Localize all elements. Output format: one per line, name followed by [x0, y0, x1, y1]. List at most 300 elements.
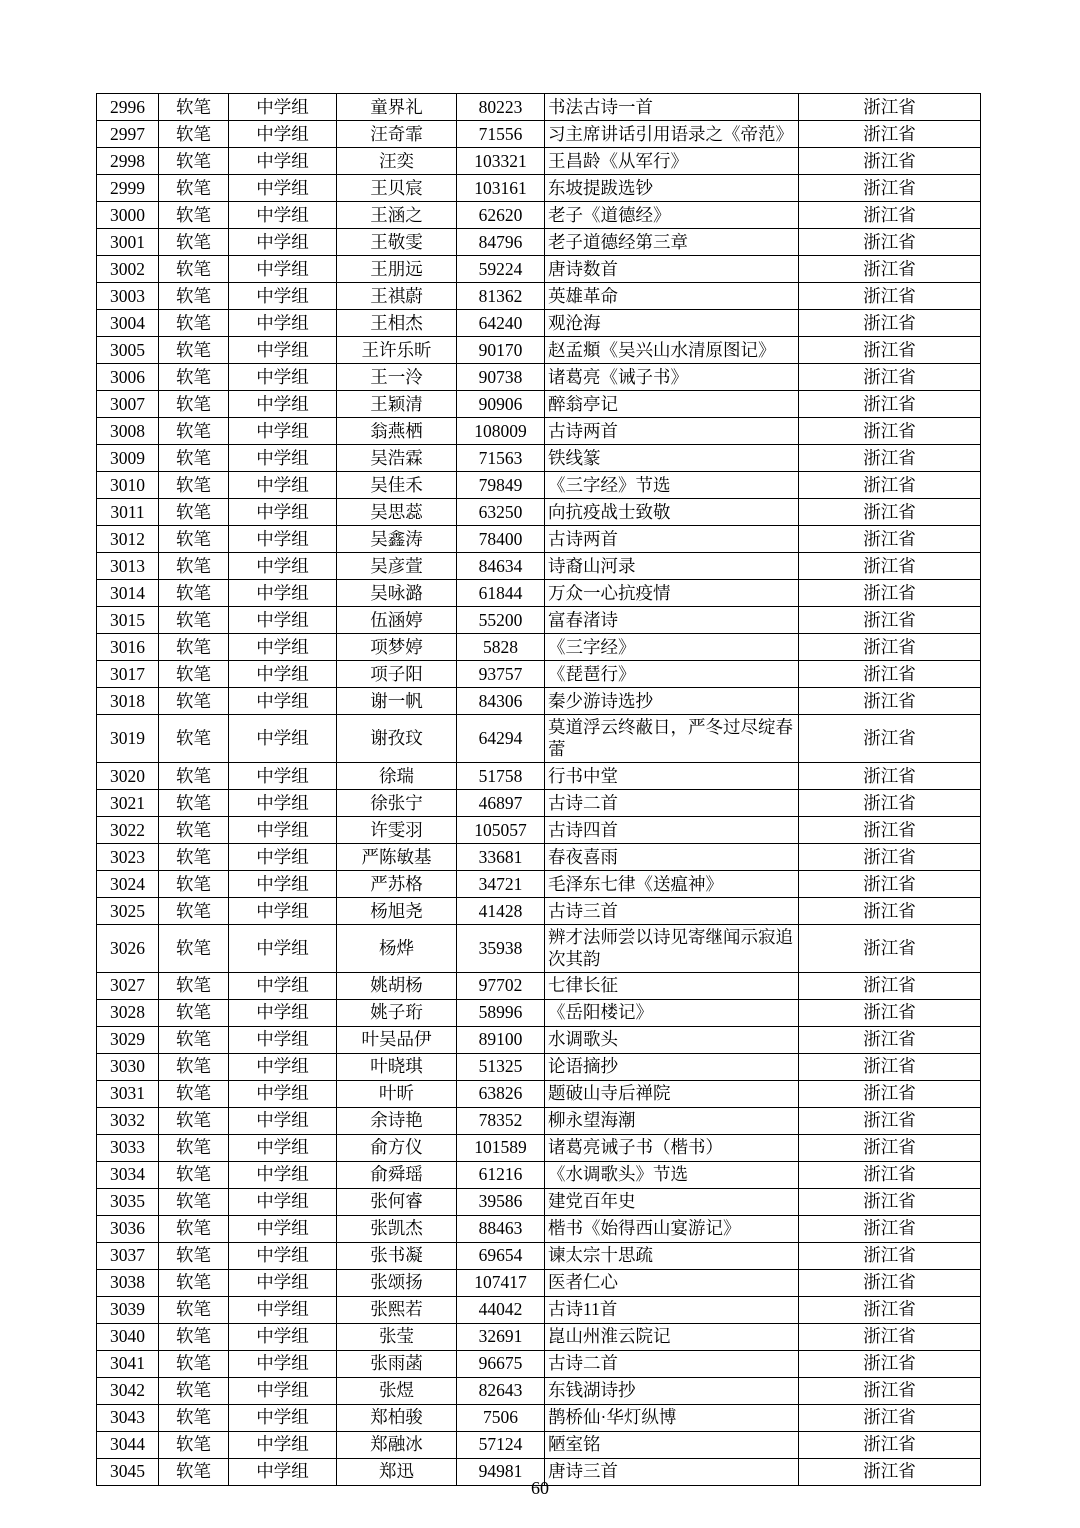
cell-name: 吴咏潞 — [337, 580, 457, 607]
cell-group: 中学组 — [229, 1053, 337, 1080]
cell-category: 软笔 — [159, 1161, 229, 1188]
cell-work: 东坡提跋选钞 — [545, 175, 799, 202]
cell-work: 论语摘抄 — [545, 1053, 799, 1080]
cell-name: 叶吴品伊 — [337, 1026, 457, 1053]
cell-group: 中学组 — [229, 607, 337, 634]
cell-name: 吴浩霖 — [337, 445, 457, 472]
table-row — [97, 121, 981, 148]
cell-sequence: 3013 — [97, 553, 159, 580]
cell-name: 汪奕 — [337, 148, 457, 175]
cell-category: 软笔 — [159, 337, 229, 364]
table-row — [97, 1404, 981, 1431]
cell-name: 余诗艳 — [337, 1107, 457, 1134]
table-row — [97, 762, 981, 789]
cell-code: 88463 — [457, 1215, 545, 1242]
cell-category: 软笔 — [159, 148, 229, 175]
cell-sequence: 3034 — [97, 1161, 159, 1188]
cell-group: 中学组 — [229, 553, 337, 580]
cell-sequence: 3002 — [97, 256, 159, 283]
cell-code: 51325 — [457, 1053, 545, 1080]
cell-sequence: 3044 — [97, 1431, 159, 1458]
cell-work: 古诗二首 — [545, 789, 799, 816]
cell-region: 浙江省 — [799, 688, 981, 715]
cell-name: 俞方仪 — [337, 1134, 457, 1161]
cell-sequence: 3004 — [97, 310, 159, 337]
table-row — [97, 391, 981, 418]
table-row — [97, 843, 981, 870]
cell-code: 107417 — [457, 1269, 545, 1296]
cell-category: 软笔 — [159, 553, 229, 580]
cell-sequence: 3026 — [97, 924, 159, 972]
cell-name: 张雨菡 — [337, 1350, 457, 1377]
cell-region: 浙江省 — [799, 391, 981, 418]
cell-code: 64240 — [457, 310, 545, 337]
cell-category: 软笔 — [159, 1377, 229, 1404]
cell-work: 诗裔山河录 — [545, 553, 799, 580]
cell-group: 中学组 — [229, 1242, 337, 1269]
table-row — [97, 1269, 981, 1296]
cell-region: 浙江省 — [799, 999, 981, 1026]
cell-category: 软笔 — [159, 1107, 229, 1134]
cell-name: 张何睿 — [337, 1188, 457, 1215]
cell-group: 中学组 — [229, 843, 337, 870]
table-row — [97, 715, 981, 763]
cell-group: 中学组 — [229, 789, 337, 816]
cell-category: 软笔 — [159, 256, 229, 283]
cell-category: 软笔 — [159, 1053, 229, 1080]
cell-work: 赵孟頫《吴兴山水清原图记》 — [545, 337, 799, 364]
cell-work: 古诗11首 — [545, 1296, 799, 1323]
cell-code: 61216 — [457, 1161, 545, 1188]
cell-code: 108009 — [457, 418, 545, 445]
cell-code: 94981 — [457, 1458, 545, 1485]
cell-name: 叶晓琪 — [337, 1053, 457, 1080]
cell-region: 浙江省 — [799, 418, 981, 445]
cell-name: 俞舜瑶 — [337, 1161, 457, 1188]
cell-sequence: 3021 — [97, 789, 159, 816]
cell-sequence: 3008 — [97, 418, 159, 445]
cell-code: 59224 — [457, 256, 545, 283]
cell-region: 浙江省 — [799, 1242, 981, 1269]
table-row — [97, 607, 981, 634]
cell-name: 姚子珩 — [337, 999, 457, 1026]
cell-group: 中学组 — [229, 897, 337, 924]
cell-group: 中学组 — [229, 1026, 337, 1053]
cell-group: 中学组 — [229, 1350, 337, 1377]
cell-name: 徐瑞 — [337, 762, 457, 789]
cell-sequence: 3024 — [97, 870, 159, 897]
cell-region: 浙江省 — [799, 870, 981, 897]
cell-work: 王昌龄《从军行》 — [545, 148, 799, 175]
cell-group: 中学组 — [229, 634, 337, 661]
cell-group: 中学组 — [229, 1188, 337, 1215]
cell-sequence: 3045 — [97, 1458, 159, 1485]
cell-work: 古诗两首 — [545, 526, 799, 553]
cell-work: 习主席讲话引用语录之《帝范》 — [545, 121, 799, 148]
cell-work: 诸葛亮诫子书（楷书） — [545, 1134, 799, 1161]
cell-work: 老子道德经第三章 — [545, 229, 799, 256]
cell-sequence: 3038 — [97, 1269, 159, 1296]
cell-category: 软笔 — [159, 1242, 229, 1269]
cell-category: 软笔 — [159, 1350, 229, 1377]
cell-name: 张煜 — [337, 1377, 457, 1404]
table-row — [97, 1242, 981, 1269]
cell-group: 中学组 — [229, 1161, 337, 1188]
cell-category: 软笔 — [159, 972, 229, 999]
cell-group: 中学组 — [229, 661, 337, 688]
cell-region: 浙江省 — [799, 580, 981, 607]
table-row — [97, 870, 981, 897]
cell-region: 浙江省 — [799, 1431, 981, 1458]
cell-code: 55200 — [457, 607, 545, 634]
cell-name: 杨烨 — [337, 924, 457, 972]
table-row — [97, 1431, 981, 1458]
cell-group: 中学组 — [229, 202, 337, 229]
cell-work: 鹊桥仙·华灯纵博 — [545, 1404, 799, 1431]
cell-category: 软笔 — [159, 762, 229, 789]
cell-code: 62620 — [457, 202, 545, 229]
cell-work: 行书中堂 — [545, 762, 799, 789]
cell-category: 软笔 — [159, 715, 229, 763]
cell-group: 中学组 — [229, 499, 337, 526]
cell-name: 童界礼 — [337, 94, 457, 121]
cell-region: 浙江省 — [799, 1026, 981, 1053]
table-row — [97, 310, 981, 337]
cell-group: 中学组 — [229, 1458, 337, 1485]
cell-group: 中学组 — [229, 688, 337, 715]
cell-region: 浙江省 — [799, 364, 981, 391]
cell-name: 严陈敏基 — [337, 843, 457, 870]
cell-category: 软笔 — [159, 1296, 229, 1323]
cell-region: 浙江省 — [799, 1134, 981, 1161]
cell-sequence: 3017 — [97, 661, 159, 688]
cell-group: 中学组 — [229, 1323, 337, 1350]
cell-sequence: 3016 — [97, 634, 159, 661]
table-row — [97, 688, 981, 715]
cell-name: 谢孜玟 — [337, 715, 457, 763]
cell-region: 浙江省 — [799, 1188, 981, 1215]
cell-category: 软笔 — [159, 391, 229, 418]
cell-category: 软笔 — [159, 1026, 229, 1053]
cell-region: 浙江省 — [799, 897, 981, 924]
cell-category: 软笔 — [159, 897, 229, 924]
cell-region: 浙江省 — [799, 789, 981, 816]
cell-sequence: 2999 — [97, 175, 159, 202]
table-row — [97, 972, 981, 999]
cell-work: 崑山州淮云院记 — [545, 1323, 799, 1350]
cell-category: 软笔 — [159, 816, 229, 843]
cell-region: 浙江省 — [799, 1269, 981, 1296]
cell-group: 中学组 — [229, 148, 337, 175]
cell-region: 浙江省 — [799, 1404, 981, 1431]
cell-name: 吴佳禾 — [337, 472, 457, 499]
cell-name: 张书凝 — [337, 1242, 457, 1269]
cell-category: 软笔 — [159, 1269, 229, 1296]
cell-sequence: 3009 — [97, 445, 159, 472]
cell-group: 中学组 — [229, 391, 337, 418]
cell-category: 软笔 — [159, 418, 229, 445]
cell-sequence: 3003 — [97, 283, 159, 310]
cell-region: 浙江省 — [799, 1296, 981, 1323]
cell-region: 浙江省 — [799, 337, 981, 364]
cell-work: 唐诗数首 — [545, 256, 799, 283]
cell-group: 中学组 — [229, 1134, 337, 1161]
table-row — [97, 924, 981, 972]
cell-group: 中学组 — [229, 715, 337, 763]
cell-region: 浙江省 — [799, 175, 981, 202]
cell-code: 97702 — [457, 972, 545, 999]
cell-region: 浙江省 — [799, 499, 981, 526]
cell-group: 中学组 — [229, 870, 337, 897]
cell-category: 软笔 — [159, 526, 229, 553]
cell-region: 浙江省 — [799, 1215, 981, 1242]
cell-code: 84306 — [457, 688, 545, 715]
cell-region: 浙江省 — [799, 816, 981, 843]
cell-sequence: 3042 — [97, 1377, 159, 1404]
cell-work: 辨才法师尝以诗见寄继闻示寂追次其韵 — [545, 924, 799, 972]
table-row — [97, 364, 981, 391]
cell-work: 古诗四首 — [545, 816, 799, 843]
cell-group: 中学组 — [229, 445, 337, 472]
cell-group: 中学组 — [229, 337, 337, 364]
cell-region: 浙江省 — [799, 121, 981, 148]
cell-work: 建党百年史 — [545, 1188, 799, 1215]
cell-sequence: 3005 — [97, 337, 159, 364]
cell-name: 谢一帆 — [337, 688, 457, 715]
table-row — [97, 1296, 981, 1323]
table-row — [97, 229, 981, 256]
cell-region: 浙江省 — [799, 924, 981, 972]
cell-work: 毛泽东七律《送瘟神》 — [545, 870, 799, 897]
cell-category: 软笔 — [159, 472, 229, 499]
cell-sequence: 2997 — [97, 121, 159, 148]
cell-group: 中学组 — [229, 418, 337, 445]
cell-name: 姚胡杨 — [337, 972, 457, 999]
roster-table-body — [97, 94, 981, 1486]
cell-name: 翁燕栖 — [337, 418, 457, 445]
cell-sequence: 3030 — [97, 1053, 159, 1080]
cell-group: 中学组 — [229, 1377, 337, 1404]
cell-group: 中学组 — [229, 256, 337, 283]
cell-name: 伍涵婷 — [337, 607, 457, 634]
cell-sequence: 3027 — [97, 972, 159, 999]
cell-name: 张莹 — [337, 1323, 457, 1350]
cell-sequence: 3011 — [97, 499, 159, 526]
cell-region: 浙江省 — [799, 472, 981, 499]
cell-sequence: 2998 — [97, 148, 159, 175]
table-row — [97, 526, 981, 553]
cell-code: 63826 — [457, 1080, 545, 1107]
cell-category: 软笔 — [159, 688, 229, 715]
cell-region: 浙江省 — [799, 553, 981, 580]
table-row — [97, 1377, 981, 1404]
cell-sequence: 3031 — [97, 1080, 159, 1107]
cell-group: 中学组 — [229, 121, 337, 148]
cell-code: 32691 — [457, 1323, 545, 1350]
cell-category: 软笔 — [159, 1323, 229, 1350]
cell-region: 浙江省 — [799, 283, 981, 310]
cell-sequence: 3020 — [97, 762, 159, 789]
cell-name: 吴思蕊 — [337, 499, 457, 526]
cell-sequence: 3018 — [97, 688, 159, 715]
cell-code: 93757 — [457, 661, 545, 688]
cell-group: 中学组 — [229, 1404, 337, 1431]
cell-code: 71556 — [457, 121, 545, 148]
cell-name: 王贝宸 — [337, 175, 457, 202]
cell-work: 唐诗三首 — [545, 1458, 799, 1485]
cell-name: 王朋远 — [337, 256, 457, 283]
table-row — [97, 148, 981, 175]
cell-work: 万众一心抗疫情 — [545, 580, 799, 607]
cell-work: 观沧海 — [545, 310, 799, 337]
cell-sequence: 3014 — [97, 580, 159, 607]
cell-name: 王许乐昕 — [337, 337, 457, 364]
cell-code: 44042 — [457, 1296, 545, 1323]
cell-work: 题破山寺后禅院 — [545, 1080, 799, 1107]
cell-name: 许雯羽 — [337, 816, 457, 843]
cell-name: 郑柏骏 — [337, 1404, 457, 1431]
cell-work: 楷书《始得西山宴游记》 — [545, 1215, 799, 1242]
cell-category: 软笔 — [159, 634, 229, 661]
cell-group: 中学组 — [229, 1431, 337, 1458]
cell-work: 古诗两首 — [545, 418, 799, 445]
cell-sequence: 3000 — [97, 202, 159, 229]
cell-code: 90906 — [457, 391, 545, 418]
cell-code: 82643 — [457, 1377, 545, 1404]
cell-work: 柳永望海潮 — [545, 1107, 799, 1134]
table-row — [97, 999, 981, 1026]
cell-region: 浙江省 — [799, 1107, 981, 1134]
cell-name: 张凯杰 — [337, 1215, 457, 1242]
cell-code: 58996 — [457, 999, 545, 1026]
table-row — [97, 553, 981, 580]
cell-group: 中学组 — [229, 472, 337, 499]
table-row — [97, 283, 981, 310]
cell-name: 郑融冰 — [337, 1431, 457, 1458]
cell-group: 中学组 — [229, 580, 337, 607]
table-row — [97, 175, 981, 202]
cell-work: 东钱湖诗抄 — [545, 1377, 799, 1404]
table-row — [97, 337, 981, 364]
cell-name: 王涵之 — [337, 202, 457, 229]
cell-sequence: 3029 — [97, 1026, 159, 1053]
cell-work: 《琵琶行》 — [545, 661, 799, 688]
cell-category: 软笔 — [159, 870, 229, 897]
cell-category: 软笔 — [159, 310, 229, 337]
cell-group: 中学组 — [229, 526, 337, 553]
cell-work: 《三字经》 — [545, 634, 799, 661]
cell-name: 杨旭尧 — [337, 897, 457, 924]
cell-name: 汪奇霏 — [337, 121, 457, 148]
cell-region: 浙江省 — [799, 1458, 981, 1485]
cell-code: 79849 — [457, 472, 545, 499]
cell-work: 富春渚诗 — [545, 607, 799, 634]
cell-name: 王相杰 — [337, 310, 457, 337]
cell-code: 105057 — [457, 816, 545, 843]
cell-work: 向抗疫战士致敬 — [545, 499, 799, 526]
cell-group: 中学组 — [229, 999, 337, 1026]
cell-name: 郑迅 — [337, 1458, 457, 1485]
cell-work: 医者仁心 — [545, 1269, 799, 1296]
cell-sequence: 3019 — [97, 715, 159, 763]
cell-category: 软笔 — [159, 94, 229, 121]
cell-code: 81362 — [457, 283, 545, 310]
cell-work: 陋室铭 — [545, 1431, 799, 1458]
cell-code: 57124 — [457, 1431, 545, 1458]
cell-group: 中学组 — [229, 762, 337, 789]
table-row — [97, 418, 981, 445]
table-row — [97, 1134, 981, 1161]
cell-group: 中学组 — [229, 1296, 337, 1323]
cell-category: 软笔 — [159, 283, 229, 310]
cell-code: 96675 — [457, 1350, 545, 1377]
cell-category: 软笔 — [159, 1431, 229, 1458]
cell-sequence: 3037 — [97, 1242, 159, 1269]
table-row — [97, 661, 981, 688]
cell-sequence: 2996 — [97, 94, 159, 121]
cell-name: 吴彦萱 — [337, 553, 457, 580]
table-row — [97, 1053, 981, 1080]
cell-work: 铁线篆 — [545, 445, 799, 472]
cell-region: 浙江省 — [799, 310, 981, 337]
cell-code: 80223 — [457, 94, 545, 121]
cell-code: 78400 — [457, 526, 545, 553]
table-row — [97, 94, 981, 121]
cell-code: 90738 — [457, 364, 545, 391]
cell-category: 软笔 — [159, 607, 229, 634]
cell-work: 《三字经》节选 — [545, 472, 799, 499]
table-row — [97, 1215, 981, 1242]
cell-category: 软笔 — [159, 789, 229, 816]
cell-code: 51758 — [457, 762, 545, 789]
cell-sequence: 3012 — [97, 526, 159, 553]
cell-category: 软笔 — [159, 499, 229, 526]
cell-sequence: 3033 — [97, 1134, 159, 1161]
cell-code: 63250 — [457, 499, 545, 526]
cell-region: 浙江省 — [799, 1053, 981, 1080]
cell-sequence: 3035 — [97, 1188, 159, 1215]
cell-group: 中学组 — [229, 364, 337, 391]
table-row — [97, 580, 981, 607]
cell-code: 84634 — [457, 553, 545, 580]
cell-region: 浙江省 — [799, 202, 981, 229]
cell-code: 5828 — [457, 634, 545, 661]
table-row — [97, 472, 981, 499]
cell-group: 中学组 — [229, 1107, 337, 1134]
table-row — [97, 1323, 981, 1350]
cell-code: 103161 — [457, 175, 545, 202]
cell-name: 张颂扬 — [337, 1269, 457, 1296]
cell-region: 浙江省 — [799, 445, 981, 472]
cell-sequence: 3001 — [97, 229, 159, 256]
table-row — [97, 1080, 981, 1107]
cell-work: 水调歌头 — [545, 1026, 799, 1053]
cell-category: 软笔 — [159, 121, 229, 148]
cell-category: 软笔 — [159, 202, 229, 229]
cell-category: 软笔 — [159, 999, 229, 1026]
table-row — [97, 634, 981, 661]
page-number: 60 — [531, 1478, 549, 1498]
cell-category: 软笔 — [159, 445, 229, 472]
table-row — [97, 202, 981, 229]
cell-code: 89100 — [457, 1026, 545, 1053]
cell-work: 书法古诗一首 — [545, 94, 799, 121]
cell-category: 软笔 — [159, 364, 229, 391]
cell-code: 39586 — [457, 1188, 545, 1215]
cell-sequence: 3007 — [97, 391, 159, 418]
cell-group: 中学组 — [229, 1215, 337, 1242]
cell-sequence: 3010 — [97, 472, 159, 499]
